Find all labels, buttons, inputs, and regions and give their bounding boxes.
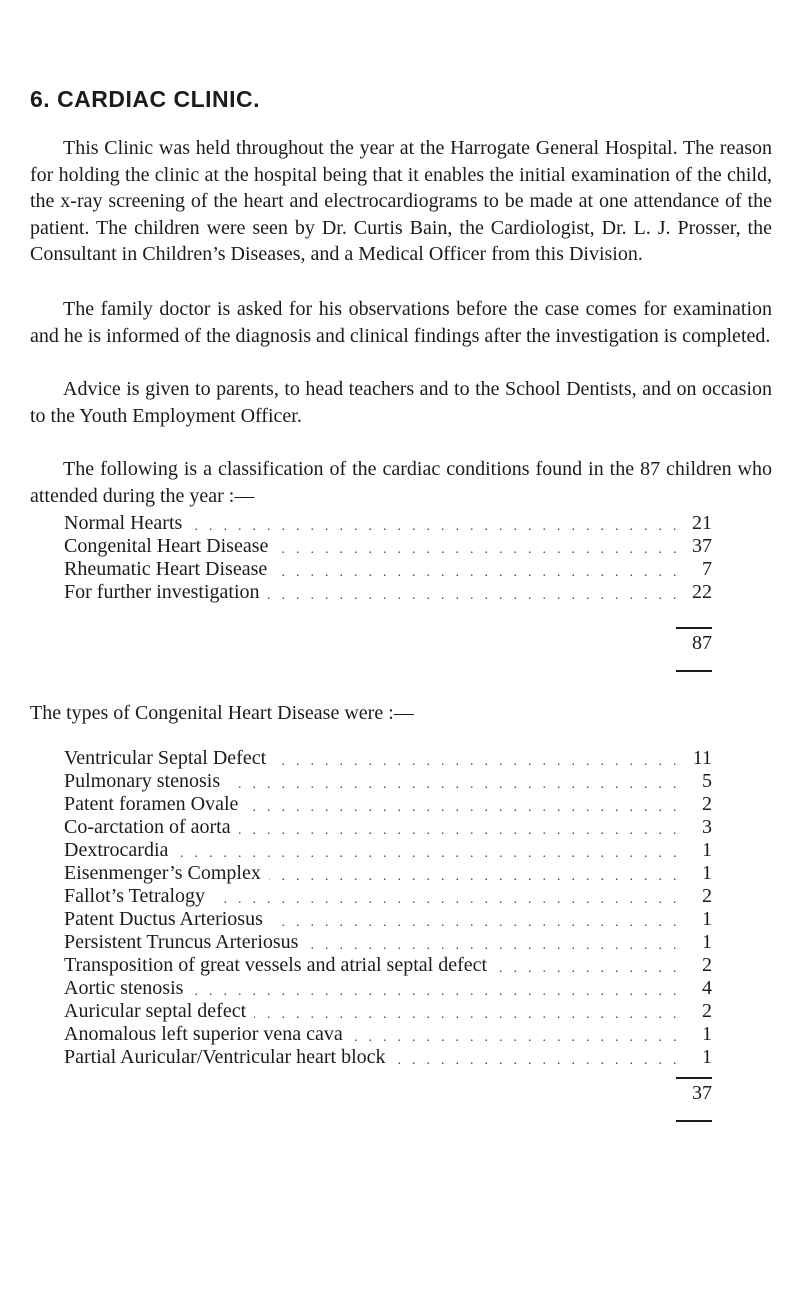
table-row: [64, 1046, 712, 1069]
row-label: Patent foramen Ovale: [64, 793, 246, 815]
paragraph-advice: Advice is given to parents, to head teachers and to the School Dentists, and on occasion to the Youth Employment Officer.: [30, 378, 772, 427]
table-row: [64, 1023, 712, 1046]
congenital-table: [64, 747, 712, 1069]
table-row: [64, 885, 712, 908]
row-label: Transposition of great vessels and atrial septal defect: [64, 954, 495, 976]
row-label: Aortic stenosis: [64, 977, 191, 999]
paragraph-classification-intro: The following is a classification of the cardiac conditions found in the 87 children who attended during the year :—: [30, 458, 772, 507]
row-value: 1: [676, 839, 712, 862]
row-label: Ventricular Septal Defect: [64, 747, 274, 769]
row-value: 1: [676, 931, 712, 954]
congenital-total: 37: [692, 1082, 712, 1104]
table-row: [64, 581, 712, 604]
table-row: [64, 954, 712, 977]
row-value: 5: [676, 770, 712, 793]
row-label: Persistent Truncus Arteriosus: [64, 931, 306, 953]
total-rule-top: [676, 627, 712, 629]
table-row: [64, 816, 712, 839]
table-row: [64, 512, 712, 535]
row-value: 2: [676, 1000, 712, 1023]
row-value: 2: [676, 793, 712, 816]
row-value: 3: [676, 816, 712, 839]
row-value: 11: [676, 747, 712, 770]
row-label: Fallot’s Tetralogy: [64, 885, 213, 907]
paragraph-clinic-description: This Clinic was held throughout the year at the Harrogate General Hospital. The reason for holding the clinic at the hospital being that it enables the initial examination of the child, the x-ray screening of the heart and electrocardiograms to be made at one attendance of the patient. The children were seen by Dr. Curtis Bain, the Cardiologist, Dr. L. J. Prosser, the Consultant in Children’s Diseases, and a Medical Officer from this Division.: [30, 137, 772, 265]
row-label: Auricular septal defect: [64, 1000, 254, 1022]
classification-total: 87: [692, 632, 712, 654]
row-label: Co-arctation of aorta: [64, 816, 239, 838]
row-value: 2: [676, 954, 712, 977]
row-label: Normal Hearts: [64, 512, 190, 534]
row-value: 1: [676, 862, 712, 885]
row-label: Pulmonary stenosis: [64, 770, 228, 792]
row-label: Patent Ductus Arteriosus: [64, 908, 271, 930]
section-heading: 6. CARDIAC CLINIC.: [30, 86, 261, 112]
table-row: [64, 839, 712, 862]
table-row: [64, 747, 712, 770]
row-value: 7: [676, 558, 712, 581]
table-row: [64, 535, 712, 558]
row-label: Partial Auricular/Ventricular heart block: [64, 1046, 394, 1068]
row-value: 1: [676, 1046, 712, 1069]
congenital-total-rule-bottom: [676, 1120, 712, 1122]
table-row: [64, 862, 712, 885]
congenital-total-rule-top: [676, 1077, 712, 1079]
table-row: [64, 1000, 712, 1023]
table-row: [64, 770, 712, 793]
row-label: Rheumatic Heart Disease: [64, 558, 275, 580]
table-row: [64, 977, 712, 1000]
row-label: Congenital Heart Disease: [64, 535, 276, 557]
row-value: 2: [676, 885, 712, 908]
row-label: Anomalous left superior vena cava: [64, 1023, 351, 1045]
classification-table: [64, 512, 712, 604]
row-value: 37: [676, 535, 712, 558]
paragraph-family-doctor: The family doctor is asked for his observations before the case comes for examination and he is informed of the diagnosis and clinical findings after the investigation is completed.: [30, 298, 772, 347]
row-label: Dextrocardia: [64, 839, 176, 861]
row-label: For further investigation: [64, 581, 268, 603]
row-value: 22: [676, 581, 712, 604]
congenital-intro: The types of Congenital Heart Disease were :—: [30, 702, 414, 724]
row-value: 1: [676, 908, 712, 931]
row-value: 4: [676, 977, 712, 1000]
total-rule-bottom: [676, 670, 712, 672]
table-row: [64, 931, 712, 954]
table-row: [64, 908, 712, 931]
row-label: Eisenmenger’s Complex: [64, 862, 269, 884]
row-value: 1: [676, 1023, 712, 1046]
row-value: 21: [676, 512, 712, 535]
table-row: [64, 558, 712, 581]
table-row: [64, 793, 712, 816]
